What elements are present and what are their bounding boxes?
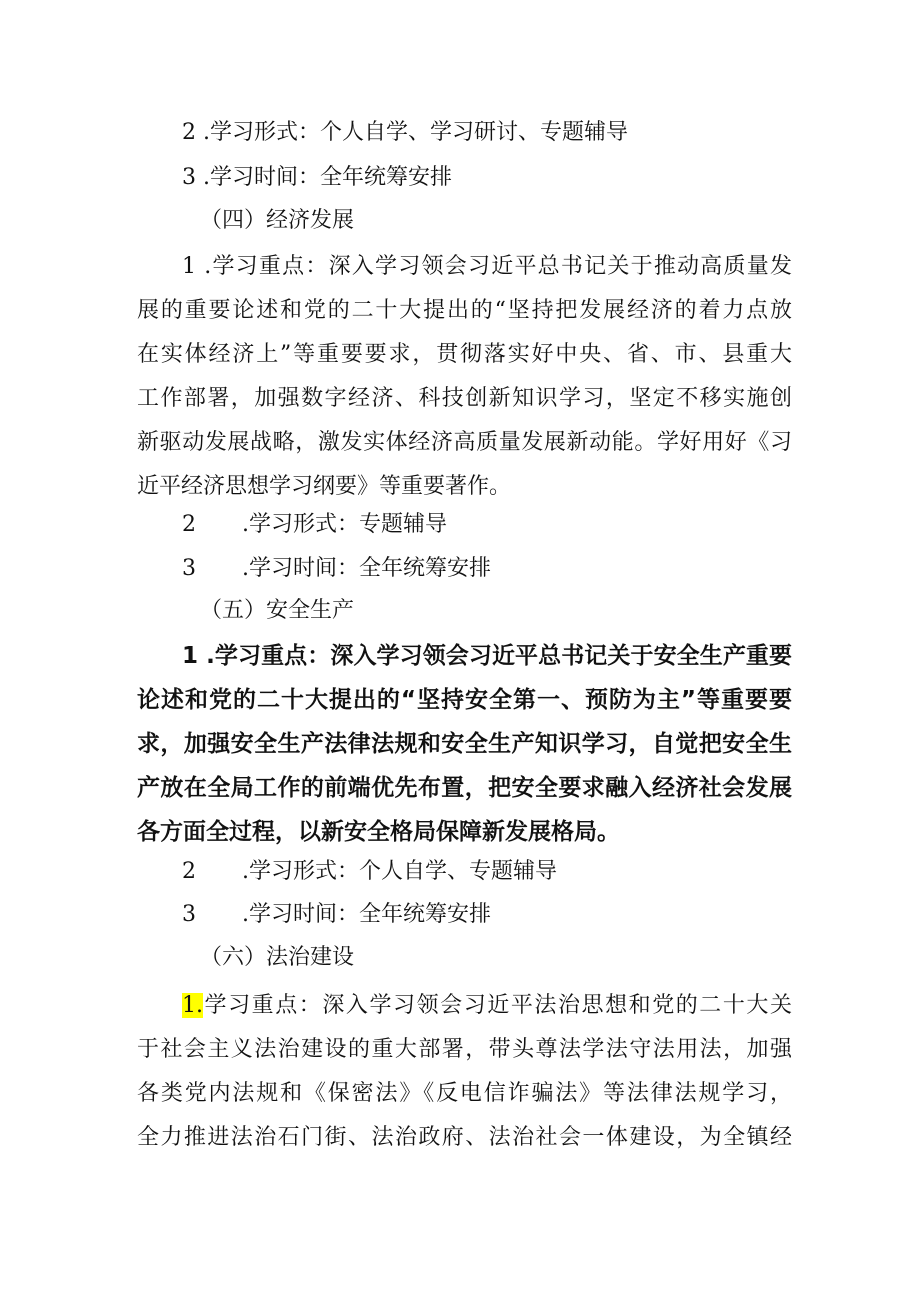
section5-focus-line-4: 产放在全局工作的前端优先布置，把安全要求融入经济社会发展 — [137, 775, 792, 801]
section4-focus-line-5: 新驱动发展战略，激发实体经济高质量发展新动能。学好用好《习 — [137, 430, 792, 455]
section4-item3-number: 3 — [182, 556, 196, 581]
section4-item3 — [182, 554, 491, 584]
section5-item3-number: 3 — [182, 902, 196, 927]
section4-focus-line-2: 展的重要论述和党的二十大提出的“坚持把发展经济的着力点放 — [137, 298, 792, 323]
section5-item3 — [182, 900, 491, 930]
section4-item2-number: 2 — [182, 512, 196, 537]
section3-item2: 2 .学习形式：个人自学、学习研讨、专题辅导 — [182, 120, 628, 145]
section6-heading: （六）法治建设 — [200, 945, 355, 970]
section5-item2-number: 2 — [182, 859, 196, 884]
section6-focus-line-1-text: 学习重点：深入学习领会习近平法治思想和党的二十大关 — [203, 993, 792, 1018]
highlighted-list-marker: 1. — [182, 993, 203, 1018]
section4-focus-line-4: 工作部署，加强数字经济、科技创新知识学习，坚定不移实施创 — [137, 386, 792, 411]
section6-focus-line-2: 于社会主义法治建设的重大部署，带头尊法学法守法用法，加强 — [137, 1037, 792, 1062]
section4-item2-text: .学习形式：专题辅导 — [242, 512, 447, 537]
section4-focus-line-6: 近平经济思想学习纲要》等重要著作。 — [137, 474, 512, 499]
section5-focus-line-1: 1 .学习重点：深入学习领会习近平总书记关于安全生产重要 — [182, 643, 792, 669]
section4-item3-text: .学习时间：全年统筹安排 — [242, 556, 491, 581]
section3-item3: 3 .学习时间：全年统筹安排 — [182, 165, 452, 190]
section5-focus-line-2: 论述和党的二十大提出的“坚持安全第一、预防为主”等重要要 — [137, 687, 792, 713]
section5-focus-line-3: 求，加强安全生产法律法规和安全生产知识学习，自觉把安全生 — [137, 731, 792, 757]
section4-heading: （四）经济发展 — [200, 208, 355, 233]
section5-heading: （五）安全生产 — [200, 598, 355, 623]
section4-item2 — [182, 510, 447, 540]
section6-focus-line-1 — [182, 991, 792, 1021]
section6-focus-line-3: 各类党内法规和《保密法》《反电信诈骗法》等法律法规学习， — [137, 1081, 792, 1106]
section5-item2-text: .学习形式：个人自学、专题辅导 — [242, 859, 557, 884]
section4-focus-line-1: 1 .学习重点：深入学习领会习近平总书记关于推动高质量发 — [182, 254, 792, 279]
section5-focus-line-5: 各方面全过程，以新安全格局保障新发展格局。 — [137, 819, 620, 845]
section5-item2 — [182, 857, 557, 887]
section5-item3-text: .学习时间：全年统筹安排 — [242, 902, 491, 927]
section4-focus-line-3: 在实体经济上”等重要要求，贯彻落实好中央、省、市、县重大 — [137, 342, 792, 367]
section6-focus-line-4: 全力推进法治石门街、法治政府、法治社会一体建设，为全镇经 — [137, 1125, 792, 1150]
